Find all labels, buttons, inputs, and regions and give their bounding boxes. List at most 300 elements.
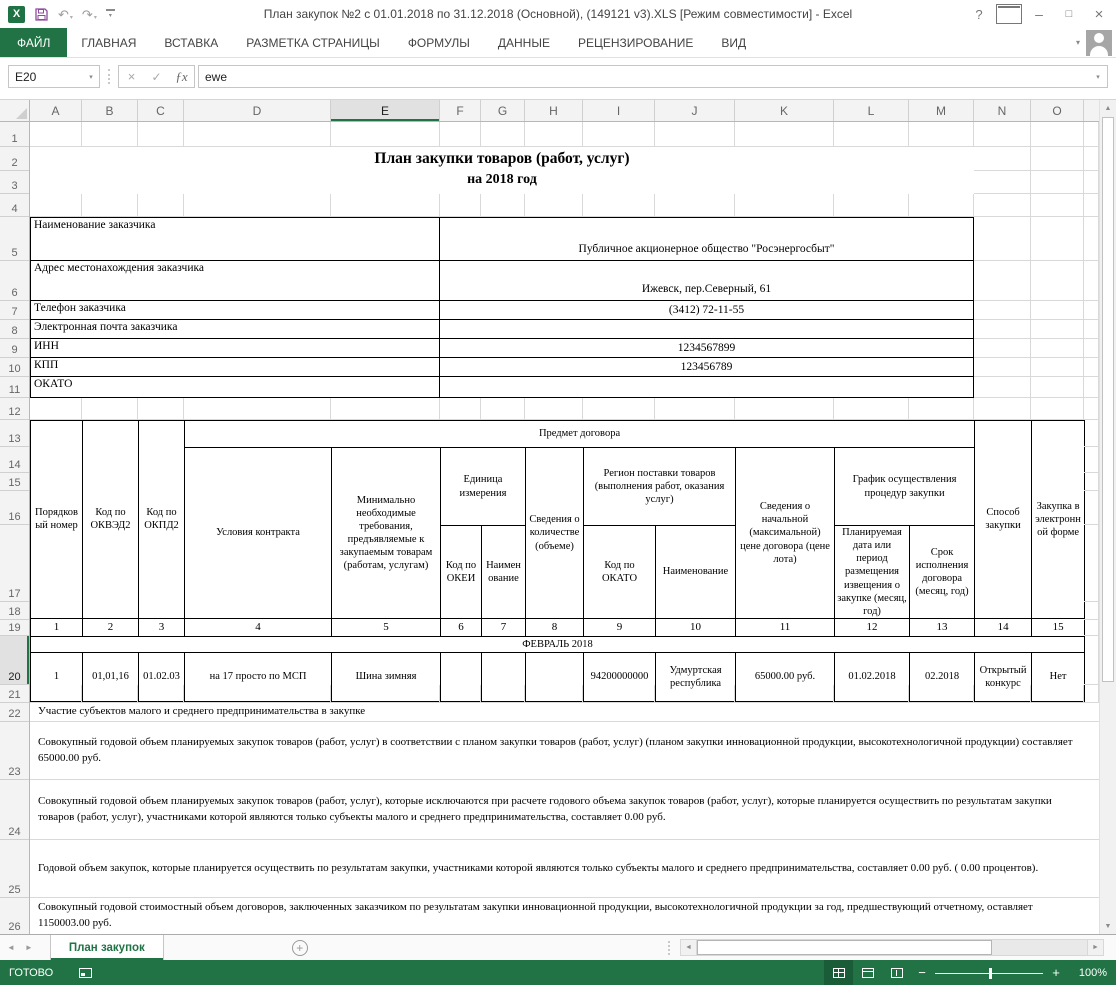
- zoom-in-icon[interactable]: +: [1052, 965, 1060, 980]
- row-header-2[interactable]: 2: [0, 147, 29, 171]
- zoom-slider[interactable]: [935, 967, 1043, 979]
- save-icon[interactable]: [34, 7, 49, 22]
- window-title: План закупок №2 с 01.01.2018 по 31.12.2018 (Основной), (149121 v3).XLS [Режим совместимости] - Excel: [263, 7, 853, 21]
- title-row: [30, 147, 1099, 171]
- column-number-cell[interactable]: 15: [1032, 618, 1085, 636]
- sheet-tab-bar: [0, 934, 1116, 960]
- column-number-cell[interactable]: 4: [185, 618, 332, 636]
- column-header-A[interactable]: A: [30, 100, 82, 121]
- column-number-cell[interactable]: 13: [910, 618, 975, 636]
- row-header-8[interactable]: 8: [0, 320, 29, 339]
- grid-cell[interactable]: [525, 685, 583, 703]
- row-header-20[interactable]: 20: [0, 636, 29, 685]
- header-srok-ispolneniya[interactable]: Срок исполнения договора (месяц, год): [910, 526, 975, 619]
- macro-record-icon[interactable]: [79, 968, 92, 978]
- help-icon[interactable]: ?: [975, 6, 983, 22]
- window-controls: [966, 4, 1112, 24]
- title-bar: [0, 0, 1116, 28]
- grid-cell[interactable]: [1084, 194, 1099, 217]
- header-kolichestvo[interactable]: Сведения о количестве (объеме): [526, 448, 584, 619]
- grid-cell[interactable]: [525, 194, 583, 217]
- grid-cell[interactable]: [1031, 217, 1084, 261]
- grid-cell[interactable]: [834, 122, 909, 147]
- select-all-corner[interactable]: [0, 100, 30, 122]
- minimize-icon[interactable]: –: [1035, 6, 1043, 22]
- grid-cell[interactable]: [1084, 620, 1099, 636]
- column-header-K[interactable]: K: [735, 100, 834, 121]
- grid-cell[interactable]: [655, 398, 735, 420]
- grid-cell[interactable]: [974, 377, 1031, 398]
- info-row-7: [30, 301, 1099, 320]
- grid-cell[interactable]: [1084, 122, 1099, 147]
- scroll-left-icon[interactable]: ◄: [680, 939, 697, 956]
- column-header-H[interactable]: H: [525, 100, 583, 121]
- column-header-N[interactable]: N: [974, 100, 1031, 121]
- grid-cell[interactable]: [30, 685, 82, 703]
- grid-cell[interactable]: [974, 398, 1031, 420]
- maximize-icon[interactable]: □: [1065, 8, 1073, 20]
- column-header-O[interactable]: O: [1031, 100, 1084, 121]
- row-header-11[interactable]: 11: [0, 377, 29, 398]
- grid-cell[interactable]: [1084, 301, 1099, 320]
- main-table-band: [30, 420, 1099, 689]
- grid-cell[interactable]: [440, 122, 481, 147]
- grid-cell[interactable]: [909, 194, 974, 217]
- info-value[interactable]: (3412) 72-11-55: [440, 301, 974, 320]
- grid-cell[interactable]: [1084, 398, 1099, 420]
- column-number-cell[interactable]: 2: [83, 618, 139, 636]
- info-label[interactable]: Наименование заказчика: [30, 217, 440, 261]
- status-bar: [0, 960, 1116, 985]
- grid-cell[interactable]: [974, 217, 1031, 261]
- grid-cell[interactable]: [583, 122, 655, 147]
- name-box[interactable]: [8, 65, 100, 88]
- main-table-right-filler: [1084, 420, 1099, 685]
- grid-cell[interactable]: [974, 685, 1031, 703]
- grid-cell[interactable]: [1084, 261, 1099, 301]
- row-header-13[interactable]: 13: [0, 420, 29, 447]
- header-trebovaniya[interactable]: Минимально необходимые требования, предъявляемые к закупаемым товарам (работам, услугам): [332, 448, 441, 619]
- grid-cell[interactable]: [1031, 147, 1084, 171]
- column-header-F[interactable]: F: [440, 100, 481, 121]
- header-okpd2[interactable]: Код по ОКПД2: [139, 421, 185, 619]
- grid-cell[interactable]: [331, 398, 440, 420]
- grid-cell[interactable]: [1031, 685, 1084, 703]
- scroll-down-icon[interactable]: ▼: [1104, 923, 1112, 930]
- info-label[interactable]: Телефон заказчика: [30, 301, 440, 320]
- horizontal-scroll-thumb[interactable]: [697, 940, 992, 955]
- grid-cell[interactable]: [974, 171, 1031, 194]
- grid-cell[interactable]: [655, 194, 735, 217]
- tab-insert[interactable]: ВСТАВКА: [164, 35, 219, 50]
- header-okved2[interactable]: Код по ОКВЭД2: [83, 421, 139, 619]
- tab-home[interactable]: ГЛАВНАЯ: [81, 35, 137, 50]
- column-header-E[interactable]: E: [331, 100, 440, 121]
- column-header-B[interactable]: B: [82, 100, 138, 121]
- grid-cell[interactable]: [583, 194, 655, 217]
- info-row-6: [30, 261, 1099, 301]
- section-label-february-2018[interactable]: ФЕВРАЛЬ 2018: [31, 636, 1085, 652]
- row-header-19[interactable]: 19: [0, 620, 29, 636]
- header-region-postavki[interactable]: Регион поставки товаров (выполнения работ, оказания услуг): [584, 448, 736, 526]
- sheet-tab-plan-zakupok[interactable]: План закупок: [50, 935, 164, 960]
- grid-cell[interactable]: [735, 685, 834, 703]
- tab-formulas[interactable]: ФОРМУЛЫ: [407, 35, 470, 50]
- row-header-6[interactable]: 6: [0, 261, 29, 301]
- header-edinitsa-izmereniya[interactable]: Единица измерения: [441, 448, 526, 526]
- grid-cell[interactable]: [1084, 525, 1099, 602]
- grid-cell[interactable]: [331, 685, 440, 703]
- undo-caret-icon: ▾: [69, 14, 73, 21]
- grid-cell[interactable]: [184, 398, 331, 420]
- add-sheet-icon[interactable]: +: [292, 940, 308, 956]
- grid-cell[interactable]: [1031, 358, 1084, 377]
- row-header-3[interactable]: 3: [0, 171, 29, 194]
- header-predmet-dogovora[interactable]: Предмет договора: [185, 421, 975, 448]
- title-row: [30, 171, 1099, 194]
- grid-cell[interactable]: [1031, 122, 1084, 147]
- grid-cell[interactable]: [184, 194, 331, 217]
- zoom-slider-thumb[interactable]: [989, 968, 992, 979]
- cells-area: [30, 122, 1099, 935]
- insert-function-icon[interactable]: ƒx: [175, 68, 188, 84]
- row-header-18[interactable]: 18: [0, 602, 29, 620]
- grid-cell[interactable]: [1084, 447, 1099, 473]
- grid-cell[interactable]: [184, 122, 331, 147]
- row-header-17[interactable]: 17: [0, 525, 29, 602]
- grid-cell[interactable]: [974, 147, 1031, 171]
- row-header-21[interactable]: 21: [0, 685, 29, 703]
- tab-file[interactable]: ФАЙЛ: [0, 28, 67, 57]
- grid-cell[interactable]: [974, 194, 1031, 217]
- row-headers: [0, 122, 30, 935]
- column-number-cell[interactable]: 11: [736, 618, 835, 636]
- column-number-cell[interactable]: 7: [482, 618, 526, 636]
- grid-cell[interactable]: [481, 122, 525, 147]
- column-number-cell[interactable]: 12: [835, 618, 910, 636]
- note-row-25[interactable]: [30, 840, 1099, 898]
- scroll-right-icon[interactable]: ►: [1087, 939, 1104, 956]
- horizontal-scroll-track[interactable]: [697, 939, 1087, 956]
- data-cell[interactable]: 01.02.2018: [835, 652, 910, 701]
- note-text: Совокупный годовой стоимостный объем договоров, заключенных заказчиком по результатам закупки инновационной продукции, высокотехнологичной продукции за год, предшествующий отчетному, оставляет 1150003.00 руб.: [38, 901, 1033, 929]
- grid-cell[interactable]: [1084, 420, 1099, 447]
- grid-cell[interactable]: [525, 122, 583, 147]
- row-header-9[interactable]: 9: [0, 339, 29, 358]
- column-number-cell[interactable]: 3: [139, 618, 185, 636]
- view-normal-icon[interactable]: [824, 960, 853, 985]
- grid-cell[interactable]: [1031, 171, 1084, 194]
- customize-toolbar-icon[interactable]: ▾: [106, 9, 115, 19]
- scroll-up-icon[interactable]: ▲: [1104, 105, 1112, 112]
- data-cell[interactable]: 1: [31, 652, 83, 701]
- grid-cell[interactable]: [525, 398, 583, 420]
- grid-cell[interactable]: [82, 685, 138, 703]
- column-header-M[interactable]: M: [909, 100, 974, 121]
- grid-cell[interactable]: [82, 398, 138, 420]
- close-icon[interactable]: ×: [1094, 5, 1104, 23]
- header-data-izvescheniya[interactable]: Планируемая дата или период размещения извещения о закупке (месяц, год): [835, 526, 910, 619]
- quick-access-toolbar: [8, 6, 115, 23]
- note-row-24[interactable]: [30, 780, 1099, 840]
- row-header-15[interactable]: 15: [0, 473, 29, 491]
- procurement-table: [30, 420, 1084, 689]
- column-header-G[interactable]: G: [481, 100, 525, 121]
- grid-cell[interactable]: [440, 685, 481, 703]
- formula-bar-handle[interactable]: [108, 69, 110, 84]
- data-cell[interactable]: 65000.00 руб.: [736, 652, 835, 701]
- grid-cell[interactable]: [82, 194, 138, 217]
- grid-cell[interactable]: [440, 194, 481, 217]
- column-number-cell[interactable]: 5: [332, 618, 441, 636]
- data-cell[interactable]: 01.02.03: [139, 652, 185, 701]
- tab-data[interactable]: ДАННЫЕ: [497, 35, 550, 50]
- column-header-I[interactable]: I: [583, 100, 655, 121]
- info-value[interactable]: Публичное акционерное общество "Росэнергосбыт": [440, 217, 974, 261]
- formula-input[interactable]: [198, 65, 1108, 88]
- data-cell[interactable]: 94200000000: [584, 652, 656, 701]
- grid-cell[interactable]: [30, 398, 82, 420]
- formula-input-value: ewe: [205, 69, 228, 84]
- formula-buttons: [118, 65, 195, 88]
- grid-cell[interactable]: [1084, 377, 1099, 398]
- grid-cell[interactable]: [1084, 320, 1099, 339]
- row-header-12[interactable]: 12: [0, 398, 29, 420]
- grid-cell[interactable]: [834, 398, 909, 420]
- column-number-cell[interactable]: 14: [975, 618, 1032, 636]
- grid-cell[interactable]: [184, 685, 331, 703]
- grid-cell[interactable]: [1084, 147, 1099, 171]
- zoom-out-icon[interactable]: −: [918, 965, 926, 980]
- confirm-entry-icon[interactable]: ✓: [151, 69, 162, 84]
- grid-cell[interactable]: [834, 685, 909, 703]
- column-number-cell[interactable]: 8: [526, 618, 584, 636]
- grid-cell[interactable]: [1031, 398, 1084, 420]
- row-header-25[interactable]: 25: [0, 840, 29, 898]
- tab-split-handle[interactable]: [668, 941, 670, 955]
- grid-cell[interactable]: [82, 122, 138, 147]
- grid-cell[interactable]: [138, 122, 184, 147]
- grid-cell[interactable]: [974, 122, 1031, 147]
- note-text: Годовой объем закупок, которые планируется осуществить по результатам закупки, участниками которой являются только субъекты малого и среднего предпринимательства, составляет 0.00 руб. ( 0.00 процентов).: [38, 861, 1039, 874]
- info-row-10: [30, 358, 1099, 377]
- grid-cell[interactable]: [1084, 358, 1099, 377]
- data-cell[interactable]: 01,01,16: [83, 652, 139, 701]
- vertical-scrollbar[interactable]: [1099, 100, 1116, 935]
- grid-cell[interactable]: [583, 398, 655, 420]
- redo-caret-icon: ▾: [93, 14, 97, 21]
- row-header-22[interactable]: 22: [0, 703, 29, 722]
- grid-cell[interactable]: [440, 398, 481, 420]
- grid-cell[interactable]: [331, 122, 440, 147]
- row-header-16[interactable]: 16: [0, 491, 29, 525]
- sheet-nav-left-icon[interactable]: ◄: [7, 943, 15, 952]
- note-row-22[interactable]: [30, 703, 1099, 722]
- grid-cell[interactable]: [1031, 339, 1084, 358]
- header-sposob-zakupki[interactable]: Способ закупки: [975, 421, 1032, 619]
- info-row-11: [30, 377, 1099, 398]
- grid-cell[interactable]: [1031, 377, 1084, 398]
- column-number-cell[interactable]: 1: [31, 618, 83, 636]
- info-row-9: [30, 339, 1099, 358]
- data-cell[interactable]: на 17 просто по МСП: [185, 652, 332, 701]
- grid-cell[interactable]: [974, 261, 1031, 301]
- grid-cell[interactable]: [834, 194, 909, 217]
- grid-cell[interactable]: [1084, 491, 1099, 525]
- grid-cell[interactable]: [974, 339, 1031, 358]
- vertical-scroll-thumb[interactable]: [1102, 117, 1114, 682]
- column-header-J[interactable]: J: [655, 100, 735, 121]
- grid-row-12: [30, 398, 1099, 420]
- grid-cell[interactable]: [909, 398, 974, 420]
- note-row-23[interactable]: [30, 722, 1099, 780]
- row-header-10[interactable]: 10: [0, 358, 29, 377]
- grid-cell[interactable]: [655, 685, 735, 703]
- grid-cell[interactable]: [1084, 339, 1099, 358]
- grid-cell[interactable]: [974, 320, 1031, 339]
- undo-icon[interactable]: ↶ ▾: [58, 6, 73, 22]
- grid-cell[interactable]: [138, 194, 184, 217]
- formula-bar-expand-icon[interactable]: ▾: [1096, 73, 1100, 81]
- data-cell[interactable]: 02.2018: [910, 652, 975, 701]
- note-text: Совокупный годовой объем планируемых закупок товаров (работ, услуг), которые исключаются при расчете годового объема закупок товаров (работ, услуг), которые планируется осуществить по результатам закупки товаров (работ, услуг), участниками которой являются только субъекты малого и среднего предпринимательства, составляет 0.00 руб.: [38, 794, 1052, 823]
- data-cell[interactable]: Шина зимняя: [332, 652, 441, 701]
- info-row-5: [30, 217, 1099, 261]
- column-header-L[interactable]: L: [834, 100, 909, 121]
- column-number-cell[interactable]: 6: [441, 618, 482, 636]
- note-text: Совокупный годовой объем планируемых закупок товаров (работ, услуг) в соответствии с планом закупки товаров (работ, услуг) (планом закупки инновационной продукции, высокотехнологичной продукции) составляет 65000.00 руб.: [38, 735, 1073, 764]
- grid-cell[interactable]: [481, 194, 525, 217]
- grid-cell[interactable]: [909, 122, 974, 147]
- grid-cell[interactable]: [655, 122, 735, 147]
- row-header-24[interactable]: 24: [0, 780, 29, 840]
- grid-cell[interactable]: [481, 398, 525, 420]
- grid-cell[interactable]: [1084, 602, 1099, 620]
- header-nachalnaya-cena[interactable]: Сведения о начальной (максимальной) цене договора (цене лота): [736, 448, 835, 619]
- grid-cell[interactable]: [1031, 261, 1084, 301]
- row-header-14[interactable]: 14: [0, 447, 29, 473]
- cancel-entry-icon[interactable]: ×: [127, 69, 136, 84]
- row-header-4[interactable]: 4: [0, 194, 29, 217]
- name-box-value: E20: [15, 69, 37, 84]
- grid-cell[interactable]: [735, 398, 834, 420]
- info-label[interactable]: Электронная почта заказчика: [30, 320, 440, 339]
- ribbon-tab-row: [0, 28, 1116, 58]
- grid-cell[interactable]: [974, 301, 1031, 320]
- row-header-5[interactable]: 5: [0, 217, 29, 261]
- user-avatar[interactable]: [1086, 30, 1112, 56]
- info-label[interactable]: ИНН: [30, 339, 440, 358]
- grid-cell[interactable]: [1084, 636, 1099, 685]
- row-header-26[interactable]: 26: [0, 898, 29, 935]
- header-kod-okei[interactable]: Код по ОКЕИ: [441, 526, 482, 619]
- row-header-7[interactable]: 7: [0, 301, 29, 320]
- grid-cell[interactable]: [974, 358, 1031, 377]
- grid-cell[interactable]: [909, 685, 974, 703]
- column-header-C[interactable]: C: [138, 100, 184, 121]
- grid-cell[interactable]: [30, 194, 82, 217]
- info-value[interactable]: 1234567899: [440, 339, 974, 358]
- account-caret-icon[interactable]: ▾: [1075, 38, 1080, 47]
- view-page-break-icon[interactable]: [882, 960, 911, 985]
- info-label[interactable]: КПП: [30, 358, 440, 377]
- header-zakupka-elektronnaya[interactable]: Закупка в электронной форме: [1032, 421, 1085, 619]
- grid-cell[interactable]: [30, 122, 82, 147]
- row-header-23[interactable]: 23: [0, 722, 29, 780]
- column-headers: [30, 100, 1099, 122]
- column-header-partial[interactable]: [1084, 100, 1099, 121]
- header-serial-number[interactable]: Порядковый номер: [31, 421, 83, 619]
- grid-cell[interactable]: [1084, 171, 1099, 194]
- spreadsheet: [0, 99, 1116, 934]
- grid-cell[interactable]: [735, 194, 834, 217]
- excel-app-icon: X: [8, 6, 25, 23]
- data-cell[interactable]: Открытый конкурс: [975, 652, 1032, 701]
- zoom-level[interactable]: 100%: [1078, 966, 1107, 979]
- header-grafik-zakupki[interactable]: График осуществления процедур закупки: [835, 448, 975, 526]
- header-kod-okato[interactable]: Код по ОКАТО: [584, 526, 656, 619]
- grid-cell[interactable]: [583, 685, 655, 703]
- name-box-caret-icon[interactable]: ▾: [89, 73, 93, 81]
- note-text: Участие субъектов малого и среднего предпринимательства в закупке: [38, 705, 366, 718]
- info-value[interactable]: 123456789: [440, 358, 974, 377]
- view-page-layout-icon[interactable]: [853, 960, 882, 985]
- header-naimenovanie-edinicy[interactable]: Наименование: [482, 526, 526, 619]
- column-number-cell[interactable]: 9: [584, 618, 656, 636]
- grid-cell[interactable]: [138, 398, 184, 420]
- grid-cell[interactable]: [1084, 217, 1099, 261]
- info-row-8: [30, 320, 1099, 339]
- data-cell[interactable]: Нет: [1032, 652, 1085, 701]
- tab-view[interactable]: ВИД: [721, 35, 747, 50]
- sheet-title-line2[interactable]: на 2018 год: [467, 172, 537, 187]
- grid-cell[interactable]: [481, 685, 525, 703]
- tab-review[interactable]: РЕЦЕНЗИРОВАНИЕ: [577, 35, 694, 50]
- info-value[interactable]: [440, 320, 974, 339]
- ribbon-display-icon[interactable]: [996, 4, 1022, 24]
- tab-page-layout[interactable]: РАЗМЕТКА СТРАНИЦЫ: [246, 35, 380, 50]
- note-row-26[interactable]: [30, 898, 1099, 935]
- grid-cell[interactable]: [138, 685, 184, 703]
- grid-cell[interactable]: [1084, 685, 1099, 703]
- formula-bar-row: [0, 58, 1116, 99]
- sheet-title-line1[interactable]: План закупки товаров (работ, услуг): [374, 150, 630, 167]
- grid-cell[interactable]: [1031, 194, 1084, 217]
- row-header-1[interactable]: 1: [0, 122, 29, 147]
- column-number-cell[interactable]: 10: [656, 618, 736, 636]
- sheet-nav-right-icon[interactable]: ►: [24, 943, 33, 952]
- info-value[interactable]: Ижевск, пер.Северный, 61: [440, 261, 974, 301]
- header-naimenovanie-regiona[interactable]: Наименование: [656, 526, 736, 619]
- header-usloviya-kontrakta[interactable]: Условия контракта: [185, 448, 332, 619]
- grid-cell[interactable]: [331, 194, 440, 217]
- grid-cell[interactable]: [1084, 473, 1099, 491]
- grid-cell[interactable]: [1031, 301, 1084, 320]
- info-label[interactable]: ОКАТО: [30, 377, 440, 398]
- column-header-D[interactable]: D: [184, 100, 331, 121]
- grid-row-1: [30, 122, 1099, 147]
- redo-icon[interactable]: ↷ ▾: [81, 6, 97, 22]
- data-cell[interactable]: Удмуртская республика: [656, 652, 736, 701]
- grid-cell[interactable]: [735, 122, 834, 147]
- horizontal-scrollbar[interactable]: [668, 935, 1116, 960]
- info-value[interactable]: [440, 377, 974, 398]
- grid-cell[interactable]: [1031, 320, 1084, 339]
- status-ready-label: ГОТОВО: [9, 966, 54, 979]
- grid-row-4: [30, 194, 1099, 217]
- grid-row-21: [30, 685, 1099, 703]
- info-label[interactable]: Адрес местонахождения заказчика: [30, 261, 440, 301]
